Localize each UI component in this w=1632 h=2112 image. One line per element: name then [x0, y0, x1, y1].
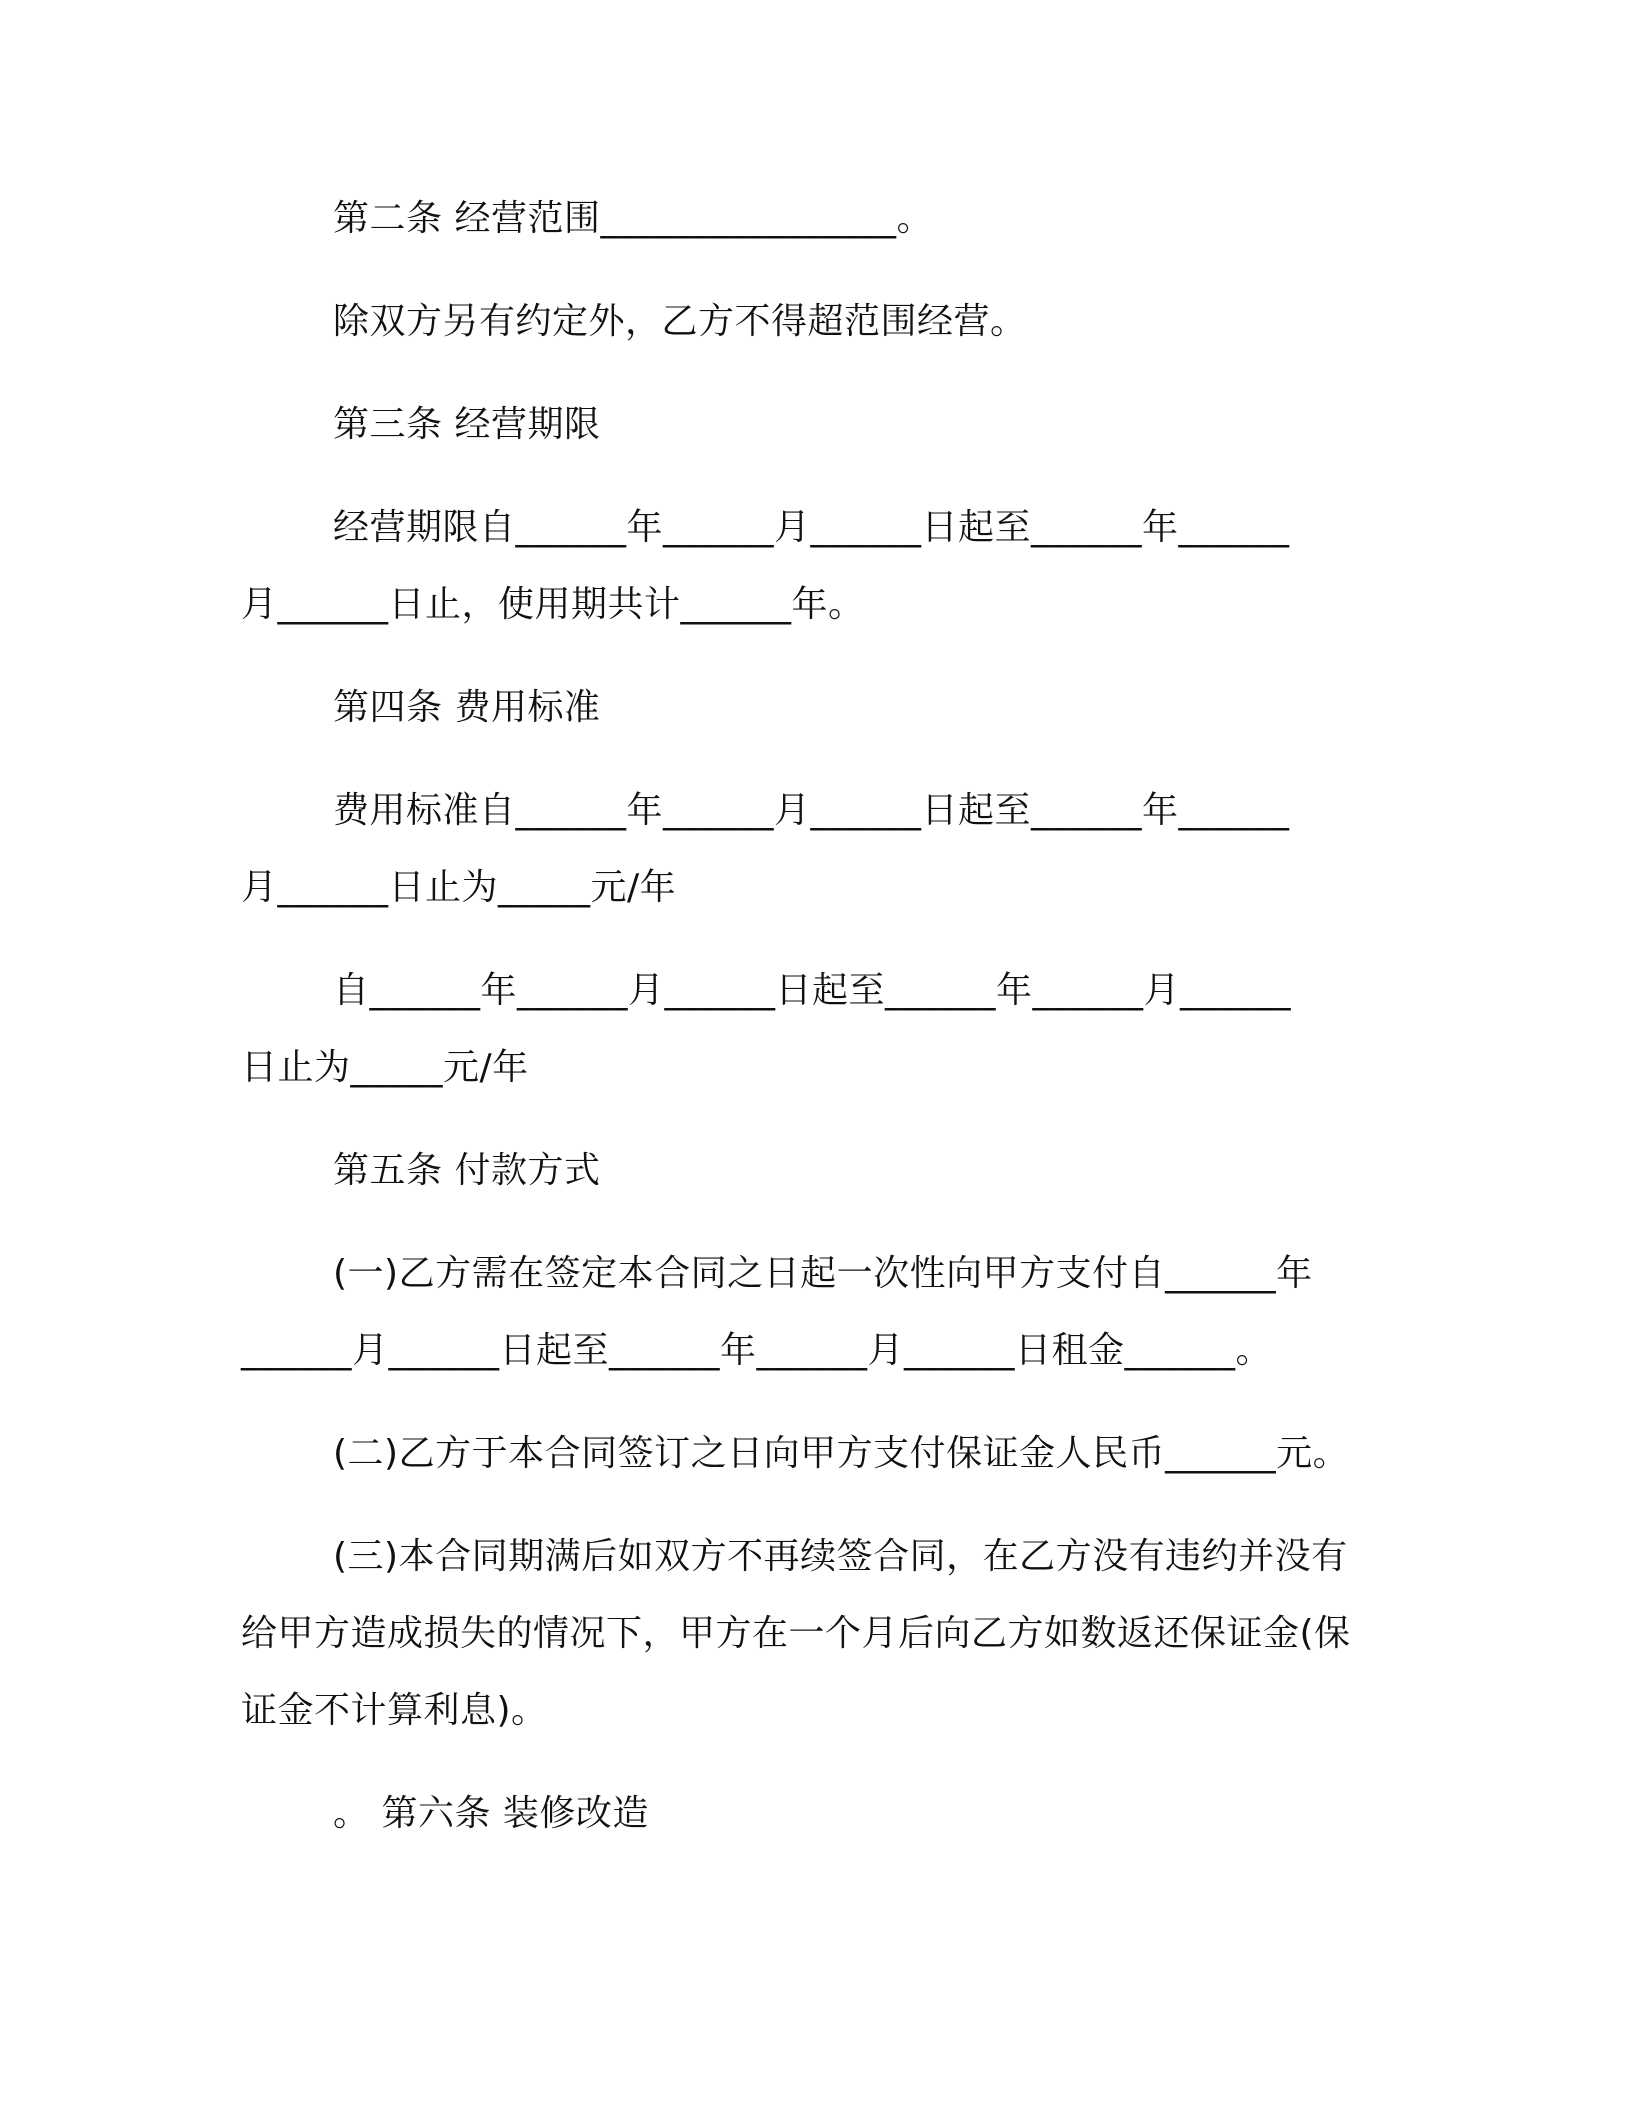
- article-3-text-line-1: 经营期限自______年______月______日起至______年______: [333, 507, 1290, 548]
- article-4-text-line-1: 费用标准自______年______月______日起至______年______: [333, 790, 1290, 831]
- article-5-item-1-line-1: (一)乙方需在签定本合同之日起一次性向甲方支付自______年: [333, 1253, 1313, 1294]
- article-4-heading: 第四条 费用标准: [333, 687, 601, 728]
- article-5-heading: 第五条 付款方式: [333, 1150, 601, 1191]
- article-2-text: 除双方另有约定外，乙方不得超范围经营。: [333, 301, 1027, 342]
- article-5-item-3-line-2: 给甲方造成损失的情况下，甲方在一个月后向乙方如数返还保证金(保: [241, 1613, 1351, 1654]
- article-5-item-3-line-3: 证金不计算利息)。: [241, 1690, 548, 1731]
- article-3-text-line-2: 月______日止，使用期共计______年。: [241, 584, 865, 625]
- article-4-text-line-4: 日止为_____元/年: [241, 1047, 529, 1088]
- article-6-heading: 。 第六条 装修改造: [333, 1793, 649, 1834]
- article-5-item-1-line-2: ______月______日起至______年______月______日租金______。: [241, 1330, 1273, 1371]
- article-5-item-3-line-1: (三)本合同期满后如双方不再续签合同，在乙方没有违约并没有: [333, 1536, 1348, 1577]
- article-4-text-line-2: 月______日止为_____元/年: [241, 867, 677, 908]
- article-3-heading: 第三条 经营期限: [333, 404, 601, 445]
- article-2-heading: 第二条 经营范围________________。: [333, 198, 933, 239]
- article-4-text-line-3: 自______年______月______日起至______年______月______: [333, 970, 1292, 1011]
- article-5-item-2: (二)乙方于本合同签订之日向甲方支付保证金人民币______元。: [333, 1433, 1350, 1474]
